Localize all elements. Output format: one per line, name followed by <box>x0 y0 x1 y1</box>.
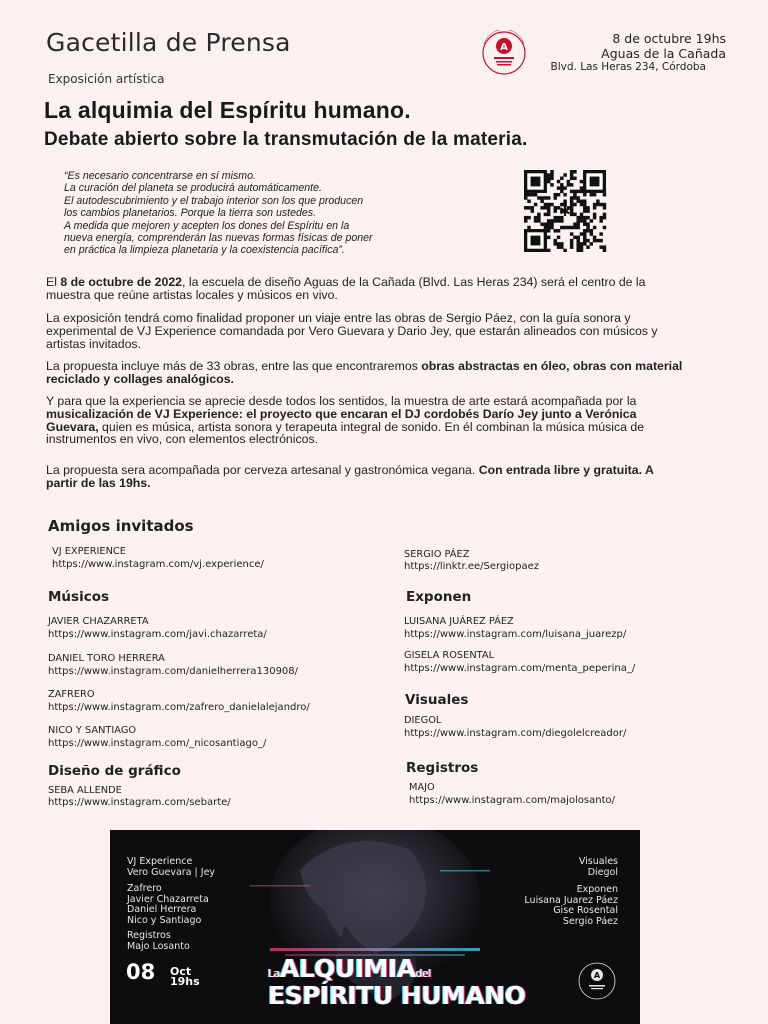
musician-name: NICO Y SANTIAGO <box>48 725 137 736</box>
records-link[interactable]: https://www.instagram.com/majolosanto/ <box>409 795 615 806</box>
designer-name: SEBA ALLENDE <box>48 785 122 796</box>
musician-name: JAVIER CHAZARRETA <box>48 616 149 627</box>
exhibitor-name: LUISANA JUÁREZ PÁEZ <box>404 616 514 627</box>
paragraph-3: La propuesta incluye más de 33 obras, entre las que encontraremos obras abstractas en óleo, obras con material reciclado y collages analógicos. <box>46 359 683 386</box>
main-title: La alquimia del Espíritu humano. <box>44 97 411 123</box>
quote-line: los cambios planetarios. Porque la tierra son ustedes. <box>64 207 317 220</box>
flyer-month-hour: Oct 19hs <box>170 965 200 988</box>
event-address: Blvd. Las Heras 234, Córdoba <box>550 61 706 73</box>
flyer-credits-right-1: Visuales Diegol <box>578 856 618 878</box>
section-title-musicos: Músicos <box>48 589 110 605</box>
qr-code[interactable] <box>502 170 628 252</box>
visuals-name: DIEGOL <box>404 715 442 726</box>
musician-name: ZAFRERO <box>48 689 95 700</box>
designer-link[interactable]: https://www.instagram.com/sebarte/ <box>48 797 231 808</box>
category-label: Exposición artística <box>48 72 165 86</box>
event-flyer <box>110 830 640 1024</box>
sub-title: Debate abierto sobre la transmutación de la materia. <box>44 129 528 150</box>
musician-link[interactable]: https://www.instagram.com/_nicosantiago_/ <box>48 738 267 749</box>
section-title-amigos: Amigos invitados <box>48 517 194 535</box>
quote-line: El autodescubrimiento y el trabajo interior son los que producen <box>64 194 364 207</box>
musician-link[interactable]: https://www.instagram.com/zafrero_danielalejandro/ <box>48 702 310 713</box>
school-logo <box>474 30 534 76</box>
guest-link[interactable]: https://linktr.ee/Sergiopaez <box>404 561 540 572</box>
event-place: Aguas de la Cañada <box>601 46 726 61</box>
press-release-title: Gacetilla de Prensa <box>46 28 291 57</box>
quote-line: La curación del planeta se producirá automáticamente. <box>64 182 322 195</box>
section-title-exponen: Exponen <box>406 589 472 605</box>
musician-link[interactable]: https://www.instagram.com/danielherrera130908/ <box>48 666 299 677</box>
musician-name: DANIEL TORO HERRERA <box>48 653 165 664</box>
paragraph-1: El 8 de octubre de 2022, la escuela de diseño Aguas de la Cañada (Blvd. Las Heras 234) será el centro de la muestra que reúne artistas locales y músicos en vivo. <box>46 275 646 302</box>
section-title-registros: Registros <box>406 760 479 776</box>
exhibitor-name: GISELA ROSENTAL <box>404 650 495 661</box>
guest-name: VJ EXPERIENCE <box>52 546 126 557</box>
svg-text:✱: ✱ <box>559 204 571 220</box>
flyer-day: 08 <box>126 960 156 984</box>
records-name: MAJO <box>409 782 435 793</box>
musician-link[interactable]: https://www.instagram.com/javi.chazarreta/ <box>48 629 267 640</box>
paragraph-5: La propuesta sera acompañada por cerveza artesanal y gastronómica vegana. Con entrada libre y gratuita. A partir de las 19hs. <box>46 463 654 490</box>
section-title-diseno: Diseño de gráfico <box>48 763 181 779</box>
guest-name: SERGIO PÁEZ <box>404 549 470 560</box>
flyer-credits-right-2: Exponen Luisana Juarez Páez Gise Rosental Sergio Páez <box>524 884 618 927</box>
flyer-credits-left-1: VJ Experience Vero Guevara | Jey <box>127 856 216 878</box>
visuals-link[interactable]: https://www.instagram.com/diegolelcreador/ <box>404 728 627 739</box>
quote-line: en práctica la limpieza planetaria y la coexistencia pacífica”. <box>64 244 345 257</box>
svg-text:A: A <box>593 971 601 980</box>
svg-text:A: A <box>500 42 508 53</box>
flyer-logo <box>576 960 618 1002</box>
quote-line: A medida que mejoren y acepten los dones del Espíritu en la <box>64 219 350 232</box>
flyer-credits-left-3: Registros Majo Losanto <box>127 930 190 952</box>
quote-block <box>64 170 484 257</box>
flyer-credits-left-2: Zafrero Javier Chazarreta Daniel Herrera Nico y Santiago <box>127 883 209 926</box>
guest-link[interactable]: https://www.instagram.com/vj.experience/ <box>52 559 264 570</box>
event-date: 8 de octubre 19hs <box>612 31 726 46</box>
quote-line: nueva energía, comprenderán las nuevas formas físicas de poner <box>64 232 373 245</box>
exhibitor-link[interactable]: https://www.instagram.com/menta_peperina_/ <box>404 663 636 674</box>
flyer-title: LaALQUIMIAdel ESPÍRITU HUMANO <box>268 954 526 1010</box>
paragraph-4: Y para que la experiencia se aprecie desde todos los sentidos, la muestra de arte estará acompañada por la musicalización de VJ Experience: el proyecto que encaran el DJ cordobés Darío Jey junto a Verónica Guevara, quien es música, artista sonora y terapeuta integral de sonido. En él combinan la música música de instrumentos en vivo, con elementos electrónicos. <box>46 394 645 447</box>
section-title-visuales: Visuales <box>405 692 469 708</box>
paragraph-2: La exposición tendrá como finalidad proponer un viaje entre las obras de Sergio Páez, con la guía sonora y experimental de VJ Experience comandada por Vero Guevara y Dario Jey, que estarán alineados con músicos y artistas invitados. <box>46 311 658 351</box>
quote-line: “Es necesario concentrarse en sí mismo. <box>64 170 256 182</box>
exhibitor-link[interactable]: https://www.instagram.com/luisana_juarezp/ <box>404 629 627 640</box>
